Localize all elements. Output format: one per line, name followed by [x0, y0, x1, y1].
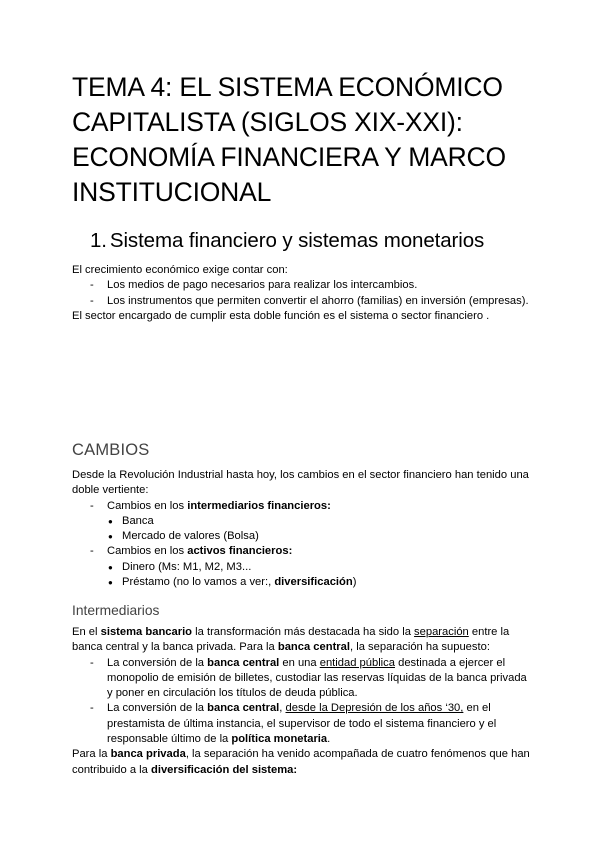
sub-list-item: ● Banca — [72, 514, 532, 529]
sub-list-item — [72, 575, 532, 590]
cambios-body — [72, 468, 532, 590]
bold-run: diversificación del sistema: — [151, 763, 298, 776]
list-item-bold: intermediarios financieros: — [187, 499, 331, 512]
sub-list-item-text: Préstamo (no lo vamos a ver:, — [122, 576, 275, 589]
list-item — [72, 499, 532, 545]
list-item — [72, 701, 532, 747]
cambios-heading: CAMBIOS — [72, 441, 150, 459]
text-run: En el — [72, 626, 101, 638]
text-run: Para la — [72, 748, 111, 761]
bold-run: banca central — [277, 641, 350, 654]
list-item — [72, 544, 532, 590]
cambios-list — [72, 499, 532, 591]
text-run: destinada a ejercer el monopolio de emisión de billetes, custodiar las reservas líquidas de la banca privada y poner en circulación los títulos de deuda pública. — [107, 656, 527, 700]
sub-list — [72, 514, 532, 545]
bold-run: banca central — [207, 656, 280, 669]
bold-run: banca privada — [110, 748, 186, 761]
list-item-text: Cambios en los — [107, 499, 188, 512]
section-number: 1. — [90, 229, 107, 252]
sub-list-item-text: ) — [352, 576, 357, 589]
intermediarios-paragraph — [72, 747, 532, 778]
underlined-run: entidad pública — [319, 656, 395, 669]
text-run: en una — [279, 656, 320, 669]
bold-run: política monetaria — [231, 733, 328, 746]
text-run: , la separación ha supuesto: — [350, 641, 490, 654]
text-run: la transformación más destacada ha sido la — [192, 626, 415, 638]
section1-closing: El sector encargado de cumplir esta doble función es el sistema o sector financiero . — [72, 309, 490, 322]
text-run: entre la banca central y la banca privada. Para la — [72, 626, 510, 654]
list-item-bold: activos financieros: — [187, 545, 293, 558]
text-run: en el prestamista de última instancia, el supervisor de todo el sistema financiero y el responsable último de la — [107, 702, 497, 746]
section1-intro: El crecimiento económico exige contar con: — [72, 264, 288, 276]
sub-list-item: ● Dinero (Ms: M1, M2, M3... — [72, 560, 532, 575]
list-item: - Los medios de pago necesarios para realizar los intercambios. — [72, 278, 532, 293]
text-run: . — [327, 733, 331, 746]
section-heading-text: Sistema financiero y sistemas monetarios — [109, 229, 485, 252]
text-run: La conversión de la — [107, 656, 208, 669]
sub-list-item: ● Mercado de valores (Bolsa) — [72, 529, 532, 544]
text-run: , — [279, 702, 286, 715]
list-item — [72, 656, 532, 702]
section1-list — [72, 278, 532, 309]
section1-body — [72, 263, 532, 324]
document-title: TEMA 4: EL SISTEMA ECONÓMICO CAPITALISTA (SIGLOS XIX-XXI): ECONOMÍA FINANCIERA Y MARCO INSTITUCIONAL — [72, 72, 506, 207]
intermediarios-paragraph — [72, 625, 532, 656]
text-run: , la separación ha venido acompañada de cuatro fenómenos que han contribuido a la — [72, 748, 530, 776]
sub-list — [72, 560, 532, 591]
intermediarios-body — [72, 625, 532, 778]
bold-run: sistema bancario — [100, 626, 193, 638]
text-run: La conversión de la — [107, 702, 208, 715]
intermediarios-list — [72, 656, 532, 748]
intermediarios-heading: Intermediarios — [72, 603, 160, 618]
list-item-text: Cambios en los — [107, 545, 188, 558]
sub-list-item-bold: diversificación — [274, 576, 353, 589]
bold-run: banca central — [207, 702, 280, 715]
underlined-run: desde la Depresión de los años ‘30, — [285, 702, 464, 715]
cambios-intro: Desde la Revolución Industrial hasta hoy, los cambios en el sector financiero han tenido una doble vertiente: — [72, 469, 529, 497]
underlined-run: separación — [414, 626, 469, 638]
section-heading — [90, 229, 484, 253]
list-item: - Los instrumentos que permiten convertir el ahorro (familias) en inversión (empresas). — [72, 294, 532, 309]
